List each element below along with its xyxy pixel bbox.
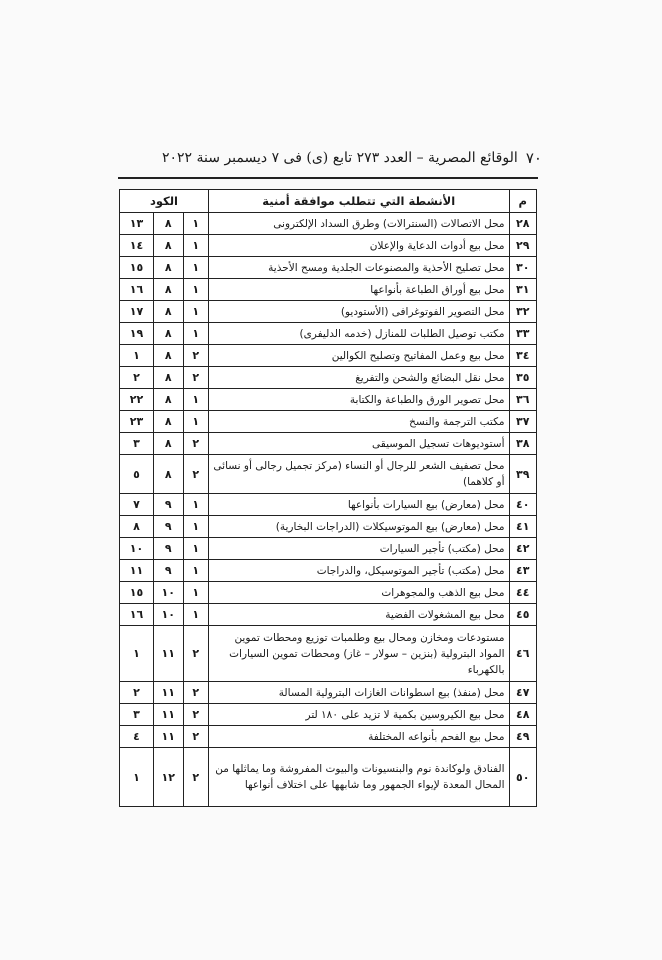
row-code-2: ١١ <box>153 682 183 704</box>
row-code-3: ١٩ <box>120 323 154 345</box>
row-number: ٢٩ <box>509 235 537 257</box>
row-code-3: ١٣ <box>120 213 154 235</box>
row-number: ٢٨ <box>509 213 537 235</box>
row-code-2: ٩ <box>153 494 183 516</box>
row-activity: محل بيع أوراق الطباعة بأنواعها <box>208 279 509 301</box>
row-code-1: ١ <box>183 389 208 411</box>
page-number: ٧٠ <box>525 149 542 167</box>
row-activity: محل تصفيف الشعر للرجال أو النساء (مركز تجميل رجالى أو نسائى أو كلاهما) <box>208 455 509 494</box>
row-number: ٣٦ <box>509 389 537 411</box>
row-activity: الفنادق ولوكاندة نوم والبنسيونات والبيوت المفروشة وما يماثلها من المحال المعدة لإيواء الجمهور وما شابهها على اختلاف أنواعها <box>208 748 509 807</box>
table-row <box>120 748 537 807</box>
row-activity: محل (منفذ) بيع اسطوانات الغازات البترولية المسالة <box>208 682 509 704</box>
row-code-2: ٨ <box>153 389 183 411</box>
row-code-2: ٨ <box>153 213 183 235</box>
row-code-3: ٢ <box>120 367 154 389</box>
row-activity: محل بيع الذهب والمجوهرات <box>208 582 509 604</box>
row-code-2: ٨ <box>153 257 183 279</box>
row-code-2: ٨ <box>153 235 183 257</box>
row-code-2: ٩ <box>153 560 183 582</box>
row-activity: محل (معارض) بيع الموتوسيكلات (الدراجات البخارية) <box>208 516 509 538</box>
row-number: ٥٠ <box>509 748 537 807</box>
row-number: ٣٠ <box>509 257 537 279</box>
row-activity: مكتب الترجمة والنسخ <box>208 411 509 433</box>
row-code-3: ١٦ <box>120 604 154 626</box>
table-row <box>120 257 537 279</box>
row-code-2: ٨ <box>153 411 183 433</box>
row-number: ٣١ <box>509 279 537 301</box>
row-number: ٤٩ <box>509 726 537 748</box>
row-number: ٤٠ <box>509 494 537 516</box>
column-header-code: الكود <box>120 190 209 213</box>
row-number: ٤٣ <box>509 560 537 582</box>
row-activity: محل (مكتب) تأجير السيارات <box>208 538 509 560</box>
row-code-3: ١٥ <box>120 257 154 279</box>
row-code-3: ١٤ <box>120 235 154 257</box>
row-number: ٤١ <box>509 516 537 538</box>
table-row <box>120 626 537 682</box>
table-row <box>120 323 537 345</box>
row-activity: محل (معارض) بيع السيارات بأنواعها <box>208 494 509 516</box>
row-code-2: ٨ <box>153 279 183 301</box>
row-code-3: ٢٣ <box>120 411 154 433</box>
row-number: ٤٨ <box>509 704 537 726</box>
row-activity: محل بيع وعمل المفاتيح وتصليح الكوالين <box>208 345 509 367</box>
row-code-1: ١ <box>183 604 208 626</box>
column-header-activity: الأنشطة التي تتطلب موافقة أمنية <box>208 190 509 213</box>
table-row <box>120 301 537 323</box>
row-code-1: ١ <box>183 582 208 604</box>
row-activity: محل بيع أدوات الدعاية والإعلان <box>208 235 509 257</box>
row-number: ٤٥ <box>509 604 537 626</box>
row-code-3: ٢٢ <box>120 389 154 411</box>
table-row <box>120 411 537 433</box>
row-code-2: ٨ <box>153 323 183 345</box>
row-code-2: ٨ <box>153 367 183 389</box>
row-code-3: ٣ <box>120 433 154 455</box>
row-code-2: ١١ <box>153 726 183 748</box>
row-code-2: ٨ <box>153 455 183 494</box>
row-activity: محل نقل البضائع والشحن والتفريغ <box>208 367 509 389</box>
row-activity: محل الاتصالات (السنترالات) وطرق السداد الإلكترونى <box>208 213 509 235</box>
row-code-2: ١١ <box>153 626 183 682</box>
running-title: الوقائع المصرية – العدد ٢٧٣ تابع (ى) فى ٧ ديسمبر سنة ٢٠٢٢ <box>162 150 518 166</box>
row-activity: أستوديوهات تسجيل الموسيقى <box>208 433 509 455</box>
row-activity: محل بيع الفحم بأنواعه المختلفة <box>208 726 509 748</box>
row-code-3: ١٧ <box>120 301 154 323</box>
row-activity: محل تصوير الورق والطباعة والكتابة <box>208 389 509 411</box>
row-code-3: ١٥ <box>120 582 154 604</box>
table-row <box>120 726 537 748</box>
row-code-2: ٨ <box>153 301 183 323</box>
row-code-2: ٨ <box>153 433 183 455</box>
row-code-3: ٢ <box>120 682 154 704</box>
row-code-1: ٢ <box>183 704 208 726</box>
row-code-2: ١٠ <box>153 604 183 626</box>
row-code-3: ١ <box>120 748 154 807</box>
row-code-1: ١ <box>183 516 208 538</box>
row-activity: محل بيع المشغولات الفضية <box>208 604 509 626</box>
row-code-1: ١ <box>183 301 208 323</box>
row-code-1: ٢ <box>183 726 208 748</box>
row-number: ٤٢ <box>509 538 537 560</box>
table-row <box>120 455 537 494</box>
table-row <box>120 538 537 560</box>
row-activity: محل التصوير الفوتوغرافى (الأستوديو) <box>208 301 509 323</box>
row-number: ٣٥ <box>509 367 537 389</box>
row-code-3: ٤ <box>120 726 154 748</box>
table-row <box>120 389 537 411</box>
row-code-2: ٩ <box>153 538 183 560</box>
row-code-1: ٢ <box>183 367 208 389</box>
row-number: ٣٩ <box>509 455 537 494</box>
row-number: ٤٦ <box>509 626 537 682</box>
row-number: ٤٤ <box>509 582 537 604</box>
row-activity: محل (مكتب) تأجير الموتوسيكل، والدراجات <box>208 560 509 582</box>
table-row <box>120 235 537 257</box>
table-row <box>120 213 537 235</box>
row-code-1: ١ <box>183 323 208 345</box>
table-row <box>120 704 537 726</box>
row-code-3: ٨ <box>120 516 154 538</box>
row-code-3: ١٦ <box>120 279 154 301</box>
row-code-2: ١١ <box>153 704 183 726</box>
row-code-1: ١ <box>183 213 208 235</box>
column-header-number: م <box>509 190 537 213</box>
table-row <box>120 433 537 455</box>
row-code-3: ٥ <box>120 455 154 494</box>
row-code-3: ١٠ <box>120 538 154 560</box>
row-code-1: ٢ <box>183 626 208 682</box>
row-code-3: ١ <box>120 626 154 682</box>
row-code-1: ١ <box>183 279 208 301</box>
header-rule <box>118 177 538 179</box>
row-activity: مستودعات ومخازن ومحال بيع وطلمبات توزيع ومحطات تموين المواد البترولية (بنزين – سولار – غاز) ومحطات تموين السيارات بالكهرباء <box>208 626 509 682</box>
row-code-2: ٨ <box>153 345 183 367</box>
row-number: ٣٨ <box>509 433 537 455</box>
row-code-3: ٧ <box>120 494 154 516</box>
row-number: ٣٤ <box>509 345 537 367</box>
row-code-1: ١ <box>183 257 208 279</box>
table-row <box>120 682 537 704</box>
row-code-3: ١١ <box>120 560 154 582</box>
activities-table <box>119 189 537 807</box>
row-code-1: ٢ <box>183 433 208 455</box>
row-activity: محل بيع الكيروسين بكمية لا تزيد على ١٨٠ لتر <box>208 704 509 726</box>
row-code-1: ٢ <box>183 455 208 494</box>
table-row <box>120 604 537 626</box>
table-row <box>120 494 537 516</box>
table-row <box>120 560 537 582</box>
table-row <box>120 279 537 301</box>
row-number: ٣٣ <box>509 323 537 345</box>
table-row <box>120 345 537 367</box>
row-number: ٤٧ <box>509 682 537 704</box>
row-code-1: ١ <box>183 235 208 257</box>
row-number: ٣٢ <box>509 301 537 323</box>
table-row <box>120 367 537 389</box>
row-code-1: ١ <box>183 411 208 433</box>
row-code-3: ٣ <box>120 704 154 726</box>
row-code-1: ٢ <box>183 682 208 704</box>
row-activity: مكتب توصيل الطلبات للمنازل (خدمه الدليفرى) <box>208 323 509 345</box>
row-code-1: ٢ <box>183 345 208 367</box>
row-code-2: ١٠ <box>153 582 183 604</box>
row-number: ٣٧ <box>509 411 537 433</box>
row-code-1: ٢ <box>183 748 208 807</box>
row-code-1: ١ <box>183 538 208 560</box>
row-code-1: ١ <box>183 560 208 582</box>
table-header-row <box>120 190 537 213</box>
row-activity: محل تصليح الأحذية والمصنوعات الجلدية ومسح الأحذية <box>208 257 509 279</box>
table-row <box>120 516 537 538</box>
row-code-2: ١٢ <box>153 748 183 807</box>
running-header <box>162 149 542 167</box>
row-code-1: ١ <box>183 494 208 516</box>
row-code-3: ١ <box>120 345 154 367</box>
row-code-2: ٩ <box>153 516 183 538</box>
table-body <box>120 213 537 807</box>
table-row <box>120 582 537 604</box>
